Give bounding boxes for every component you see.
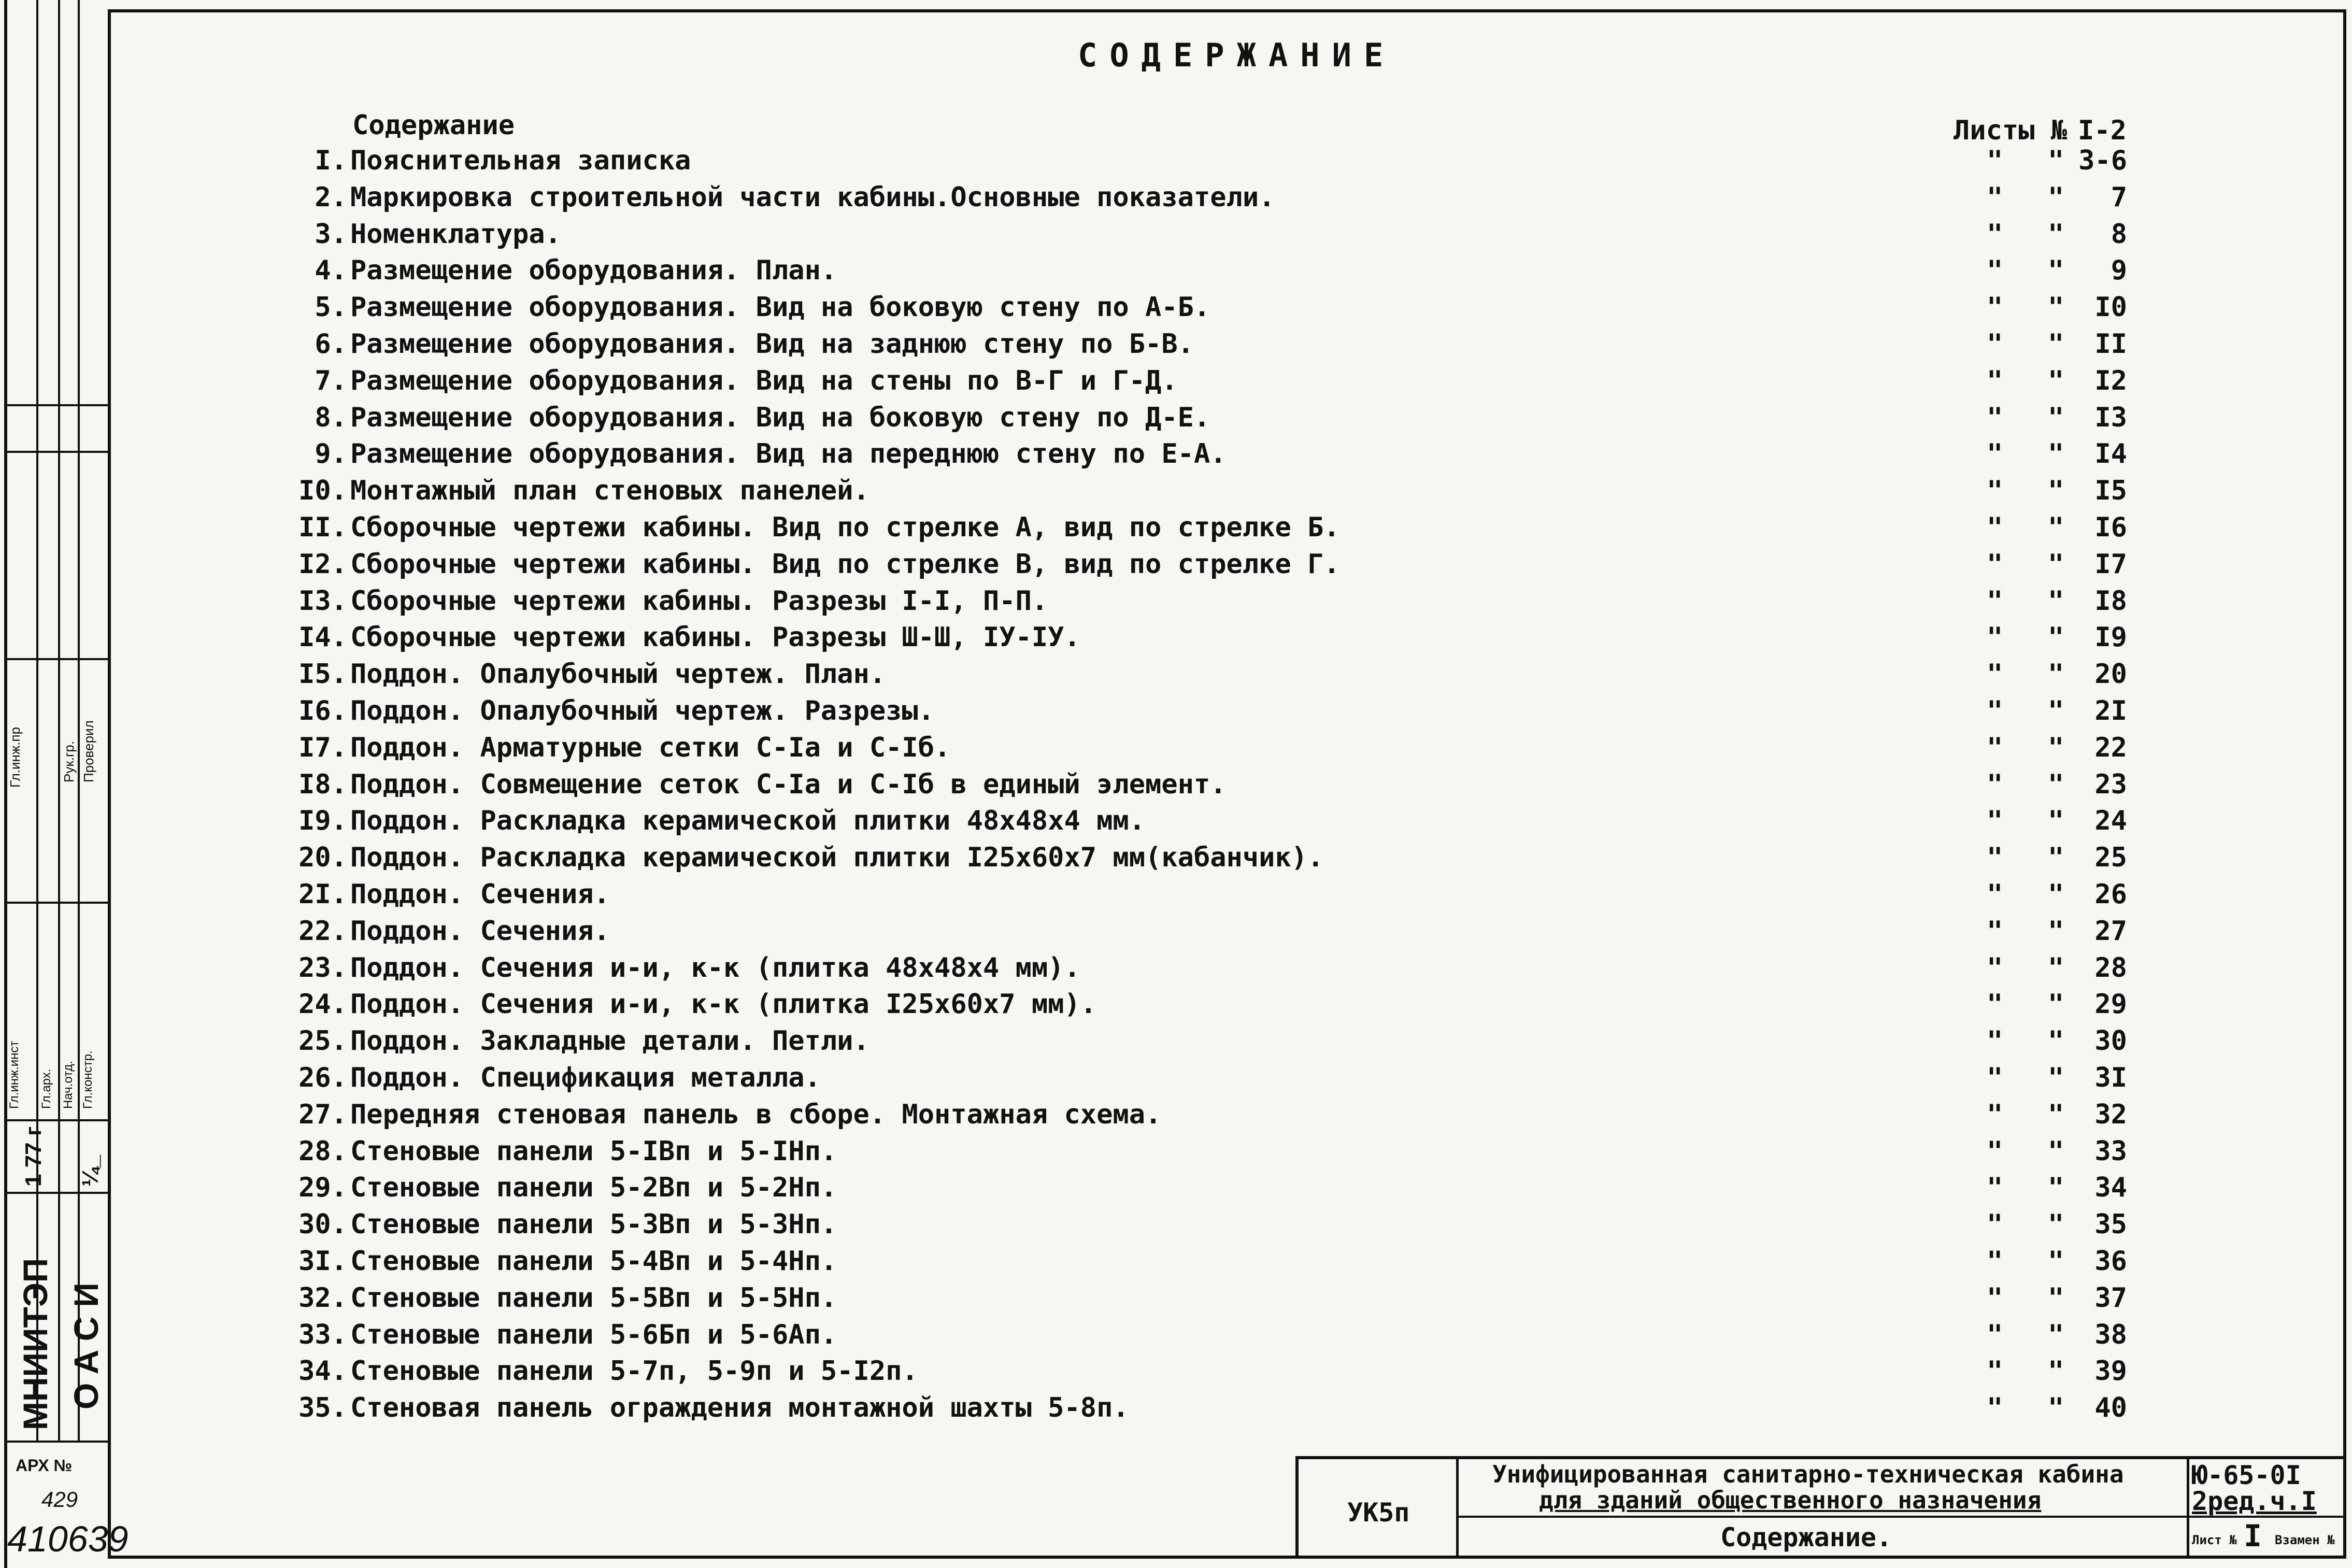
item-title: Сборочные чертежи кабины. Разрезы I-I, П-П. xyxy=(350,585,1048,617)
item-number: 5. xyxy=(315,292,347,323)
item-number: 2I. xyxy=(298,879,347,910)
list-item xyxy=(0,586,2228,622)
role-label: Гл.констр. xyxy=(81,1050,95,1109)
item-page: 36 xyxy=(2094,1246,2127,1277)
item-title: Стеновые панели 5-3Вп и 5-3Нп. xyxy=(350,1209,837,1241)
ditto-mark: " xyxy=(1987,512,2003,543)
item-number: 8. xyxy=(315,402,347,433)
item-number: I5. xyxy=(298,659,347,690)
ditto-mark: " xyxy=(2048,768,2064,800)
list-item xyxy=(0,1062,2228,1099)
item-number: I3. xyxy=(298,585,347,617)
item-title: Размещение оборудования. План. xyxy=(350,255,837,287)
item-number: I0. xyxy=(298,475,347,507)
item-page: 7 xyxy=(2111,181,2127,213)
ditto-mark: " xyxy=(2048,805,2064,837)
ditto-mark: " xyxy=(1987,1282,2003,1314)
item-title: Стеновая панель ограждения монтажной шахты 5-8п. xyxy=(350,1392,1129,1424)
ditto-mark: " xyxy=(1987,1209,2003,1241)
stamp-doc-name: Содержание. xyxy=(1720,1522,1892,1552)
item-page: 33 xyxy=(2094,1135,2127,1167)
ditto-mark: " xyxy=(2048,329,2064,360)
item-page: 26 xyxy=(2094,879,2127,910)
item-page: I4 xyxy=(2094,438,2127,470)
item-title: Стеновые панели 5-IВп и 5-IНп. xyxy=(350,1135,837,1167)
archive-number: 410639 xyxy=(7,1519,129,1559)
ditto-mark: " xyxy=(2048,1282,2064,1314)
ditto-mark: " xyxy=(1987,548,2003,580)
stamp-code: УК5п xyxy=(1347,1498,1410,1528)
ditto-mark: " xyxy=(1987,329,2003,360)
item-number: 4. xyxy=(315,255,347,287)
list-item xyxy=(0,145,2228,181)
ditto-mark: " xyxy=(1987,218,2003,250)
item-title: Поддон. Раскладка керамической плитки I25х60х7 мм(кабанчик). xyxy=(350,842,1324,874)
list-item xyxy=(0,1246,2228,1282)
item-page: I6 xyxy=(2094,512,2127,543)
item-page: II xyxy=(2094,329,2127,360)
item-page: I5 xyxy=(2094,475,2127,507)
item-page: I3 xyxy=(2094,402,2127,433)
list-item xyxy=(0,292,2228,328)
ditto-mark: " xyxy=(2048,1246,2064,1277)
ditto-mark: " xyxy=(2048,1209,2064,1241)
item-title: Размещение оборудования. Вид на заднюю стену по Б-В. xyxy=(350,329,1194,360)
item-page: 9 xyxy=(2111,255,2127,287)
item-title: Поддон. Раскладка керамической плитки 48х48х4 мм. xyxy=(350,805,1146,837)
ditto-mark: " xyxy=(2048,402,2064,433)
ditto-mark: " xyxy=(2048,365,2064,396)
dept-name: ОАСИ xyxy=(67,1273,105,1409)
ditto-mark: " xyxy=(1987,1172,2003,1204)
item-title: Сборочные чертежи кабины. Вид по стрелке А, вид по стрелке Б. xyxy=(350,512,1340,543)
sheets-header-value: I-2 xyxy=(2078,115,2127,146)
ditto-mark: " xyxy=(2048,1062,2064,1093)
list-item xyxy=(0,989,2228,1025)
role-label: Проверил xyxy=(81,720,96,782)
list-item xyxy=(0,916,2228,952)
list-item xyxy=(0,182,2228,218)
item-title: Стеновые панели 5-6Бп и 5-6Ап. xyxy=(350,1319,837,1350)
ditto-mark: " xyxy=(1987,768,2003,800)
archive-number: 429 xyxy=(41,1487,78,1512)
item-page: I7 xyxy=(2094,548,2127,580)
item-number: 6. xyxy=(315,329,347,360)
item-title: Размещение оборудования. Вид на стены по В-Г и Г-Д. xyxy=(350,365,1178,396)
ditto-mark: " xyxy=(2048,255,2064,287)
ditto-mark: " xyxy=(2048,732,2064,763)
role-label: Гл.арх. xyxy=(39,1068,53,1109)
ditto-mark: " xyxy=(2048,1392,2064,1424)
list-item xyxy=(0,1356,2228,1392)
ditto-mark: " xyxy=(1987,181,2003,213)
ditto-mark: " xyxy=(2048,915,2064,947)
item-number: 22. xyxy=(298,915,347,947)
item-title: Размещение оборудования. Вид на боковую стену по А-Б. xyxy=(350,292,1210,323)
item-page: 2I xyxy=(2094,695,2127,726)
stamp-edition: 2ред.ч.I xyxy=(2192,1486,2317,1516)
item-title: Поддон. Арматурные сетки С-Iа и С-Iб. xyxy=(350,732,951,763)
item-number: I7. xyxy=(298,732,347,763)
item-title: Стеновые панели 5-7п, 5-9п и 5-I2п. xyxy=(350,1356,918,1387)
item-number: 25. xyxy=(298,1025,347,1057)
item-number: 20. xyxy=(298,842,347,874)
item-page: 38 xyxy=(2094,1319,2127,1350)
item-page: 32 xyxy=(2094,1099,2127,1130)
ditto-mark: " xyxy=(1987,1319,2003,1350)
item-title: Стеновые панели 5-5Вп и 5-5Нп. xyxy=(350,1282,837,1314)
list-item xyxy=(0,329,2228,365)
ditto-mark: " xyxy=(1987,695,2003,726)
ditto-mark: " xyxy=(2048,1319,2064,1350)
item-page: 25 xyxy=(2094,842,2127,874)
ditto-mark: " xyxy=(2048,1135,2064,1167)
list-item xyxy=(0,805,2228,842)
ditto-mark: " xyxy=(1987,365,2003,396)
item-number: 34. xyxy=(298,1356,347,1387)
item-title: Сборочные чертежи кабины. Вид по стрелке В, вид по стрелке Г. xyxy=(350,548,1340,580)
item-number: 23. xyxy=(298,952,347,983)
ditto-mark: " xyxy=(2048,879,2064,910)
item-page: I8 xyxy=(2094,585,2127,617)
ditto-mark: " xyxy=(1987,1062,2003,1093)
item-title: Монтажный план стеновых панелей. xyxy=(350,475,869,507)
item-title: Маркировка строительной части кабины.Основные показатели. xyxy=(350,181,1275,213)
ditto-mark: " xyxy=(1987,952,2003,983)
list-item xyxy=(0,365,2228,402)
item-number: I9. xyxy=(298,805,347,837)
list-item xyxy=(0,1136,2228,1172)
ditto-mark: " xyxy=(2048,1356,2064,1387)
title-block xyxy=(1295,1456,2346,1559)
stamp-title: Унифицированная санитарно-техническая кабина xyxy=(1492,1460,2124,1488)
item-number: 33. xyxy=(298,1319,347,1350)
list-item xyxy=(0,402,2228,438)
item-title: Номенклатура. xyxy=(350,218,561,250)
ditto-mark: " xyxy=(2048,292,2064,323)
list-item xyxy=(0,1099,2228,1135)
ditto-mark: " xyxy=(2048,1099,2064,1130)
role-label: Нач.отд. xyxy=(61,1060,75,1109)
item-number: 3I. xyxy=(298,1246,347,1277)
ditto-mark: " xyxy=(2048,181,2064,213)
list-item xyxy=(0,1392,2228,1429)
year-text: 1 77 г xyxy=(21,1126,46,1187)
ditto-mark: " xyxy=(2048,548,2064,580)
item-number: 29. xyxy=(298,1172,347,1204)
item-title: Поддон. Опалубочный чертеж. Разрезы. xyxy=(350,695,935,726)
role-label: Гл.инж.пр xyxy=(7,726,23,788)
item-page: 8 xyxy=(2111,218,2127,250)
item-number: 3. xyxy=(315,218,347,250)
item-title: Поддон. Совмещение сеток С-Iа и С-Iб в единый элемент. xyxy=(350,768,1227,800)
archive-label: АРХ № xyxy=(16,1456,73,1475)
org-name: МНИИТЭП xyxy=(16,1258,54,1430)
item-page: 30 xyxy=(2094,1025,2127,1057)
list-item xyxy=(0,622,2228,658)
ditto-mark: " xyxy=(1987,1135,2003,1167)
ditto-mark: " xyxy=(2048,952,2064,983)
item-title: Сборочные чертежи кабины. Разрезы Ш-Ш, IУ-IУ. xyxy=(350,622,1080,653)
item-title: Стеновые панели 5-2Вп и 5-2Нп. xyxy=(350,1172,837,1204)
ditto-mark: " xyxy=(1987,659,2003,690)
contents-header: Содержание xyxy=(352,110,515,141)
sheets-header: Листы № xyxy=(1954,115,2068,146)
ditto-mark: " xyxy=(1987,842,2003,874)
item-page: 35 xyxy=(2094,1209,2127,1241)
ditto-mark: " xyxy=(1987,879,2003,910)
ditto-mark: " xyxy=(1987,475,2003,507)
item-title: Размещение оборудования. Вид на переднюю стену по Е-А. xyxy=(350,438,1227,470)
item-page: I9 xyxy=(2094,622,2127,653)
ditto-mark: " xyxy=(1987,1356,2003,1387)
list-item xyxy=(0,438,2228,475)
list-item xyxy=(0,952,2228,989)
item-page: 39 xyxy=(2094,1356,2127,1387)
item-title: Поддон. Сечения и-и, к-к (плитка 48х48х4 мм). xyxy=(350,952,1080,983)
ditto-mark: " xyxy=(1987,585,2003,617)
list-item xyxy=(0,1172,2228,1208)
item-page: 3I xyxy=(2094,1062,2127,1093)
list-item xyxy=(0,769,2228,805)
ditto-mark: " xyxy=(1987,915,2003,947)
item-title: Поддон. Спецификация металла. xyxy=(350,1062,821,1093)
ditto-mark: " xyxy=(1987,1392,2003,1424)
item-page: 37 xyxy=(2094,1282,2127,1314)
item-number: I. xyxy=(315,145,347,176)
item-page: 24 xyxy=(2094,805,2127,837)
item-number: I2. xyxy=(298,548,347,580)
item-page: 28 xyxy=(2094,952,2127,983)
ditto-mark: " xyxy=(2048,145,2064,176)
item-page: 20 xyxy=(2094,659,2127,690)
ditto-mark: " xyxy=(2048,622,2064,653)
list-item xyxy=(0,695,2228,732)
item-number: 30. xyxy=(298,1209,347,1241)
item-page: I0 xyxy=(2094,292,2127,323)
ditto-mark: " xyxy=(1987,1099,2003,1130)
ditto-mark: " xyxy=(1987,145,2003,176)
ditto-mark: " xyxy=(2048,659,2064,690)
item-title: Пояснительная записка xyxy=(350,145,691,176)
list-item xyxy=(0,219,2228,255)
ditto-mark: " xyxy=(2048,695,2064,726)
ditto-mark: " xyxy=(1987,438,2003,470)
ditto-mark: " xyxy=(1987,1025,2003,1057)
item-title: Стеновые панели 5-4Вп и 5-4Нп. xyxy=(350,1246,837,1277)
ditto-mark: " xyxy=(1987,989,2003,1020)
ditto-mark: " xyxy=(1987,292,2003,323)
stamp-title: для зданий общественного назначения xyxy=(1539,1486,2042,1514)
item-page: 3-6 xyxy=(2078,145,2127,176)
item-number: 27. xyxy=(298,1099,347,1130)
ditto-mark: " xyxy=(1987,402,2003,433)
item-number: 24. xyxy=(298,989,347,1020)
item-title: Поддон. Закладные детали. Петли. xyxy=(350,1025,869,1057)
ditto-mark: " xyxy=(2048,989,2064,1020)
item-number: 26. xyxy=(298,1062,347,1093)
item-title: Передняя стеновая панель в сборе. Монтажная схема. xyxy=(350,1099,1162,1130)
sign-mark: ¼_ xyxy=(78,1154,103,1187)
ditto-mark: " xyxy=(1987,622,2003,653)
ditto-mark: " xyxy=(2048,218,2064,250)
item-title: Поддон. Сечения. xyxy=(350,915,610,947)
list-item xyxy=(0,1209,2228,1245)
list-item xyxy=(0,475,2228,511)
ditto-mark: " xyxy=(2048,475,2064,507)
stamp-sheet-label: Лист № xyxy=(2192,1533,2237,1547)
role-label: Рук.гр. xyxy=(61,740,77,782)
item-page: 23 xyxy=(2094,768,2127,800)
item-number: 35. xyxy=(298,1392,347,1424)
item-number: I4. xyxy=(298,622,347,653)
ditto-mark: " xyxy=(1987,255,2003,287)
item-page: 22 xyxy=(2094,732,2127,763)
item-page: I2 xyxy=(2094,365,2127,396)
ditto-mark: " xyxy=(2048,585,2064,617)
item-title: Размещение оборудования. Вид на боковую стену по Д-Е. xyxy=(350,402,1210,433)
page-title: СОДЕРЖАНИЕ xyxy=(1078,36,1396,74)
list-item xyxy=(0,1282,2228,1319)
list-item xyxy=(0,842,2228,878)
item-page: 40 xyxy=(2094,1392,2127,1424)
role-label: Гл.инж.инст xyxy=(7,1040,21,1109)
item-number: I8. xyxy=(298,768,347,800)
list-item xyxy=(0,879,2228,915)
ditto-mark: " xyxy=(1987,1246,2003,1277)
ditto-mark: " xyxy=(2048,1172,2064,1204)
item-number: 2. xyxy=(315,181,347,213)
ditto-mark: " xyxy=(1987,732,2003,763)
item-title: Поддон. Опалубочный чертеж. План. xyxy=(350,659,886,690)
item-number: 32. xyxy=(298,1282,347,1314)
ditto-mark: " xyxy=(1987,805,2003,837)
item-number: II. xyxy=(298,512,347,543)
ditto-mark: " xyxy=(2048,438,2064,470)
item-number: 28. xyxy=(298,1135,347,1167)
ditto-mark: " xyxy=(2048,842,2064,874)
item-page: 34 xyxy=(2094,1172,2127,1204)
ditto-mark: " xyxy=(2048,1025,2064,1057)
list-item xyxy=(0,732,2228,768)
list-item xyxy=(0,549,2228,585)
ditto-mark: " xyxy=(2048,512,2064,543)
item-number: 7. xyxy=(315,365,347,396)
list-item xyxy=(0,1025,2228,1062)
stamp-sheet-value: I xyxy=(2244,1518,2262,1553)
list-item xyxy=(0,659,2228,695)
item-title: Поддон. Сечения. xyxy=(350,879,610,910)
item-number: I6. xyxy=(298,695,347,726)
stamp-replace-label: Взамен № xyxy=(2275,1533,2335,1547)
list-item xyxy=(0,512,2228,548)
list-item xyxy=(0,255,2228,291)
item-page: 27 xyxy=(2094,915,2127,947)
stamp-doc-id: Ю-65-0I xyxy=(2192,1460,2301,1490)
item-page: 29 xyxy=(2094,989,2127,1020)
list-item xyxy=(0,1319,2228,1356)
item-title: Поддон. Сечения и-и, к-к (плитка I25х60х7 мм). xyxy=(350,989,1097,1020)
item-number: 9. xyxy=(315,438,347,470)
